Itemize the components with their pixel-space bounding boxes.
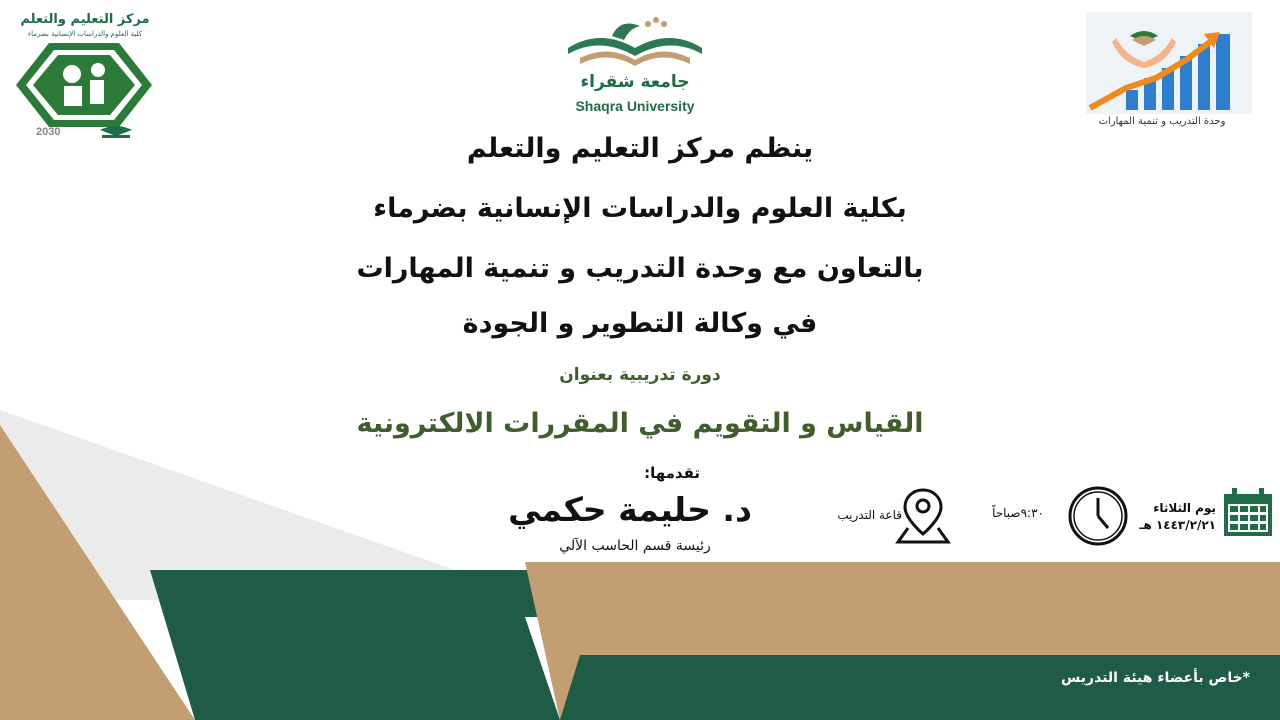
presented-by-label: تقدمها:	[644, 464, 700, 482]
location-pin-icon	[894, 486, 952, 546]
shaqra-university-logo-icon	[560, 14, 710, 74]
announcement-line-3: بالتعاون مع وحدة التدريب و تنمية المهارات	[356, 253, 924, 284]
time-text: ٩:٣٠صباحاً	[992, 506, 1044, 520]
presenter-name: د. حليمة حكمي	[508, 490, 752, 529]
event-day: يوم الثلاثاء	[1153, 501, 1216, 515]
footer-note: *خاص بأعضاء هيئة التدريس	[1061, 670, 1250, 686]
learning-center-logo-icon	[14, 40, 154, 130]
vision-2030-label: 2030	[36, 126, 61, 138]
announcement-line-2: بكلية العلوم والدراسات الإنسانية بضرماء	[373, 193, 907, 224]
learning-center-logo-subtitle: كلية العلوم والدراسات الإنسانية بضرماء	[27, 30, 143, 38]
venue-text: قاعة التدريب	[837, 508, 902, 522]
learning-center-logo-title: مركز التعليم والتعلم	[20, 12, 150, 27]
announcement-line-1: ينظم مركز التعليم والتعلم	[466, 133, 814, 164]
green-footer-band	[560, 655, 1280, 720]
presenter-role: رئيسة قسم الحاسب الآلي	[559, 538, 711, 554]
calendar-icon	[1222, 488, 1274, 538]
course-title: القياس و التقويم في المقررات الالكترونية	[356, 408, 924, 439]
training-unit-logo-icon	[1086, 12, 1252, 114]
announcement-line-4: في وكالة التطوير و الجودة	[462, 308, 818, 339]
university-name-arabic: جامعة شقراء	[580, 72, 690, 92]
course-label: دورة تدريبية بعنوان	[559, 365, 721, 385]
event-day-date	[1120, 500, 1216, 534]
training-unit-caption: وحدة التدريب و تنمية المهارات	[1098, 116, 1226, 127]
university-name-english: Shaqra University	[575, 98, 695, 114]
event-date: ١٤٤٣/٢/٢١ هـ	[1139, 518, 1216, 532]
